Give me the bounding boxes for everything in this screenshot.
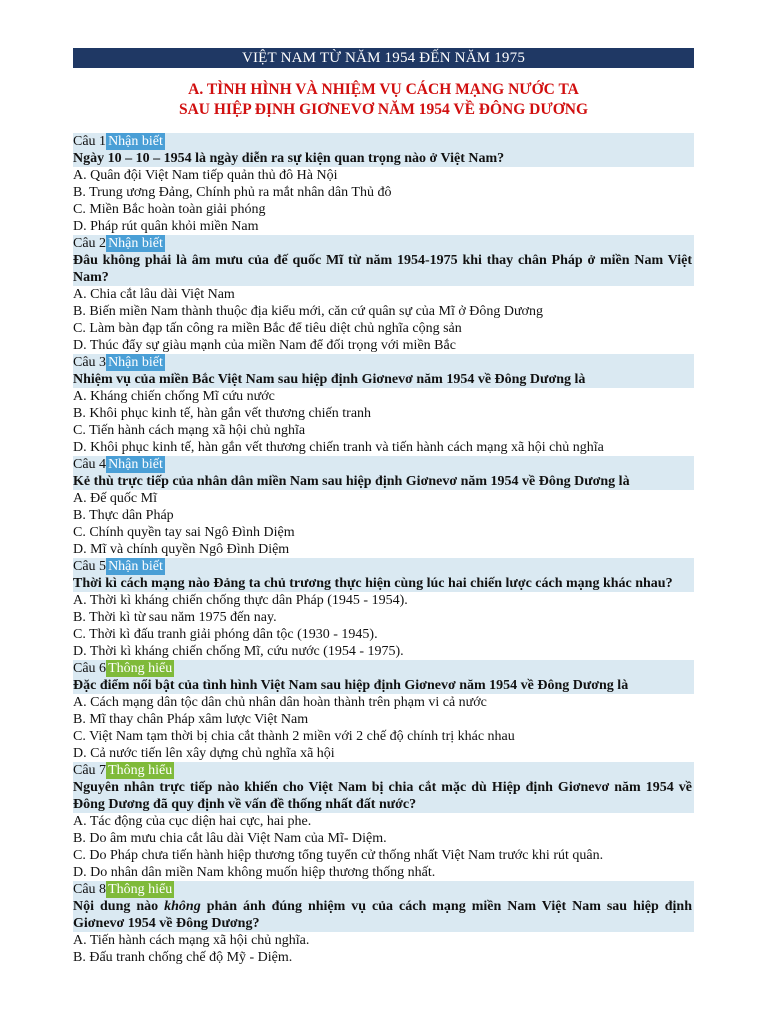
question-number: Câu 1 bbox=[73, 134, 107, 149]
question-header bbox=[73, 660, 694, 694]
answer-option: C. Chính quyền tay sai Ngô Đình Diệm bbox=[73, 525, 295, 540]
question-header bbox=[73, 456, 694, 490]
question-text-part: phản ánh đúng nhiệm vụ của cách mạng miền Nam Việt Nam sau hiệp định Giơnevơ 1954 về Đông Dương? bbox=[73, 899, 692, 931]
answer-option: A. Quân đội Việt Nam tiếp quản thủ đô Hà Nội bbox=[73, 168, 338, 183]
answer-option: C. Do Pháp chưa tiến hành hiệp thương tổng tuyển cử thống nhất Việt Nam trước khi rút quân. bbox=[73, 848, 604, 863]
question-header bbox=[73, 762, 694, 813]
section-title-line-2: SAU HIỆP ĐỊNH GIƠNEVƠ NĂM 1954 VỀ ĐÔNG DƯƠNG bbox=[178, 101, 589, 118]
answer-option: D. Thúc đẩy sự giàu mạnh của miền Nam để đối trọng với miền Bắc bbox=[73, 338, 456, 353]
answer-option: B. Khôi phục kinh tế, hàn gắn vết thương chiến tranh bbox=[73, 406, 372, 421]
answer-option: D. Khôi phục kinh tế, hàn gắn vết thương chiến tranh và tiến hành cách mạng xã hội chủ nghĩa bbox=[73, 440, 604, 455]
answer-option: D. Cả nước tiến lên xây dựng chủ nghĩa xã hội bbox=[73, 746, 335, 761]
answer-option: B. Thời kì từ sau năm 1975 đến nay. bbox=[73, 610, 277, 625]
level-badge: Nhận biết bbox=[108, 559, 163, 574]
answer-option: B. Mĩ thay chân Pháp xâm lược Việt Nam bbox=[73, 712, 309, 727]
question-block bbox=[73, 558, 694, 660]
answer-option: D. Pháp rút quân khỏi miền Nam bbox=[73, 219, 259, 234]
answer-option: B. Trung ương Đảng, Chính phủ ra mắt nhân dân Thủ đô bbox=[73, 185, 392, 200]
question-text: Thời kì cách mạng nào Đảng ta chủ trương thực hiện cùng lúc hai chiến lược cách mạng khác nhau? bbox=[73, 576, 673, 591]
question-text-emphasis: không bbox=[164, 899, 201, 914]
question-list bbox=[73, 133, 694, 966]
answer-option: A. Tác động của cục diện hai cực, hai phe. bbox=[73, 814, 312, 829]
question-number: Câu 7 bbox=[73, 763, 107, 778]
question-number: Câu 8 bbox=[73, 882, 107, 897]
answer-option: D. Do nhân dân miền Nam không muốn hiệp thương thống nhất. bbox=[73, 865, 436, 880]
section-title-line-1: A. TÌNH HÌNH VÀ NHIỆM VỤ CÁCH MẠNG NƯỚC TA bbox=[188, 81, 579, 98]
chapter-banner: VIỆT NAM TỪ NĂM 1954 ĐẾN NĂM 1975 bbox=[73, 48, 694, 68]
question-text: Đâu không phải là âm mưu của đế quốc Mĩ từ năm 1954-1975 khi thay chân Pháp ở miền Nam Việt Nam? bbox=[73, 253, 692, 285]
question-text-part: Nội dung nào bbox=[73, 899, 165, 914]
level-badge: Nhận biết bbox=[108, 355, 163, 370]
level-badge: Nhận biết bbox=[108, 236, 163, 251]
question-header bbox=[73, 235, 694, 286]
question-block bbox=[73, 881, 694, 966]
answer-option: A. Chia cắt lâu dài Việt Nam bbox=[73, 287, 235, 302]
question-header bbox=[73, 133, 694, 167]
answer-option: A. Đế quốc Mĩ bbox=[73, 491, 157, 506]
question-block bbox=[73, 660, 694, 762]
question-header bbox=[73, 881, 694, 932]
question-text bbox=[73, 899, 692, 931]
answer-option: A. Cách mạng dân tộc dân chủ nhân dân hoàn thành trên phạm vi cả nước bbox=[73, 695, 487, 710]
question-text: Nhiệm vụ của miền Bắc Việt Nam sau hiệp định Giơnevơ năm 1954 về Đông Dương là bbox=[73, 372, 586, 387]
answer-option: D. Mĩ và chính quyền Ngô Đình Diệm bbox=[73, 542, 290, 557]
answer-option: A. Kháng chiến chống Mĩ cứu nước bbox=[73, 389, 275, 404]
answer-option: C. Miền Bắc hoàn toàn giải phóng bbox=[73, 202, 266, 217]
question-block bbox=[73, 354, 694, 456]
question-block bbox=[73, 762, 694, 881]
question-number: Câu 5 bbox=[73, 559, 107, 574]
answer-option: B. Do âm mưu chia cắt lâu dài Việt Nam của Mĩ- Diệm. bbox=[73, 831, 387, 846]
question-text: Đặc điểm nổi bật của tình hình Việt Nam sau hiệp định Giơnevơ năm 1954 về Đông Dương là bbox=[73, 678, 629, 693]
question-number: Câu 3 bbox=[73, 355, 107, 370]
answer-option: A. Thời kì kháng chiến chống thực dân Pháp (1945 - 1954). bbox=[73, 593, 408, 608]
answer-option: B. Biến miền Nam thành thuộc địa kiểu mới, căn cứ quân sự của Mĩ ở Đông Dương bbox=[73, 304, 543, 319]
answer-option: D. Thời kì kháng chiến chống Mĩ, cứu nước (1954 - 1975). bbox=[73, 644, 404, 659]
level-badge: Thông hiểu bbox=[108, 763, 173, 778]
answer-option: B. Thực dân Pháp bbox=[73, 508, 174, 523]
answer-option: B. Đấu tranh chống chế độ Mỹ - Diệm. bbox=[73, 950, 293, 965]
question-text: Nguyên nhân trực tiếp nào khiến cho Việt Nam bị chia cắt mặc dù Hiệp định Giơnevơ năm 1954 về Đông Dương đã quy định về vấn đề thống nhất đất nước? bbox=[73, 780, 692, 812]
question-number: Câu 6 bbox=[73, 661, 107, 676]
answer-option: C. Thời kì đấu tranh giải phóng dân tộc (1930 - 1945). bbox=[73, 627, 378, 642]
question-text: Kẻ thù trực tiếp của nhân dân miền Nam sau hiệp định Giơnevơ năm 1954 về Đông Dương là bbox=[73, 474, 630, 489]
level-badge: Thông hiểu bbox=[108, 882, 173, 897]
level-badge: Nhận biết bbox=[108, 457, 163, 472]
answer-option: C. Làm bàn đạp tấn công ra miền Bắc để tiêu diệt chủ nghĩa cộng sản bbox=[73, 321, 462, 336]
question-text: Ngày 10 – 10 – 1954 là ngày diễn ra sự kiện quan trọng nào ở Việt Nam? bbox=[73, 151, 505, 166]
answer-option: C. Việt Nam tạm thời bị chia cắt thành 2 miền với 2 chế độ chính trị khác nhau bbox=[73, 729, 515, 744]
question-number: Câu 4 bbox=[73, 457, 107, 472]
question-block bbox=[73, 235, 694, 354]
answer-option: A. Tiến hành cách mạng xã hội chủ nghĩa. bbox=[73, 933, 310, 948]
answer-option: C. Tiến hành cách mạng xã hội chủ nghĩa bbox=[73, 423, 306, 438]
level-badge: Nhận biết bbox=[108, 134, 163, 149]
question-number: Câu 2 bbox=[73, 236, 107, 251]
question-header bbox=[73, 354, 694, 388]
question-block bbox=[73, 456, 694, 558]
question-block bbox=[73, 133, 694, 235]
level-badge: Thông hiểu bbox=[108, 661, 173, 676]
question-header bbox=[73, 558, 694, 592]
